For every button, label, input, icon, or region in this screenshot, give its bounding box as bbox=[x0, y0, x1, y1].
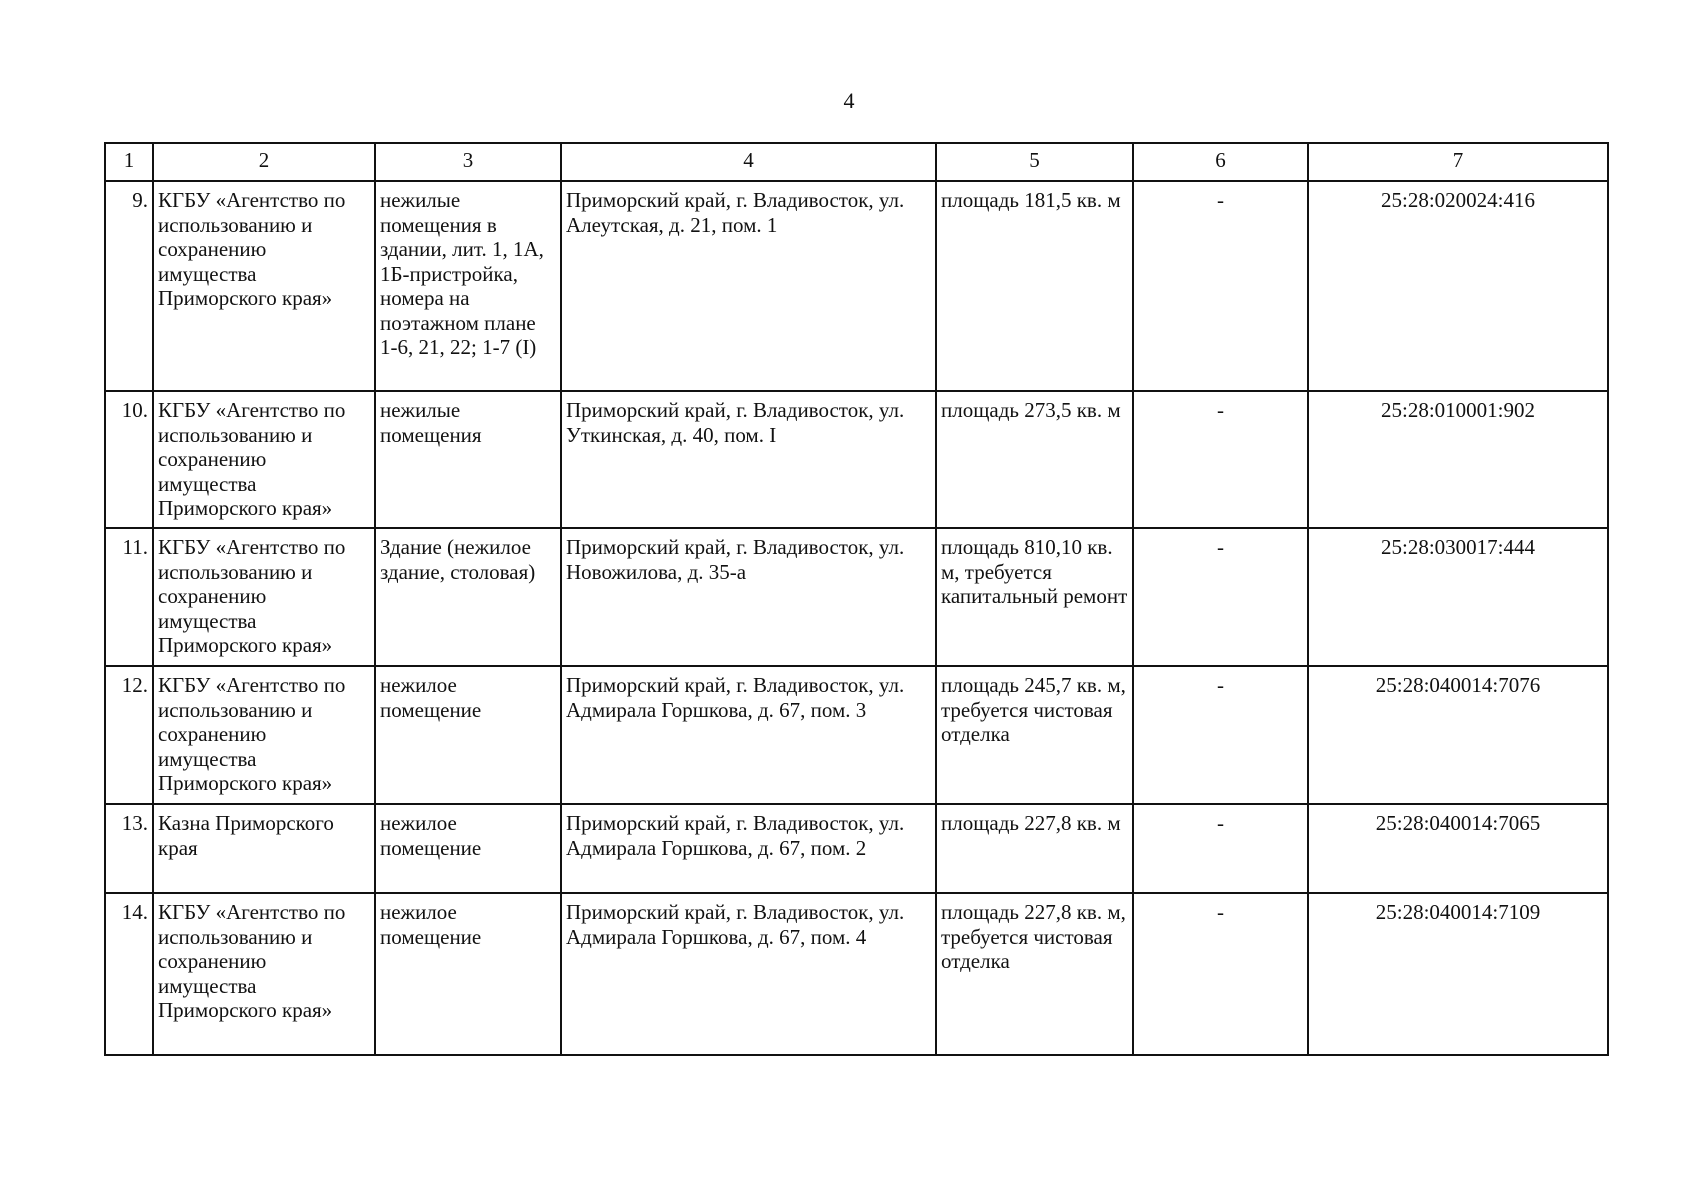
object-cell: нежилое помещение bbox=[375, 893, 561, 1055]
column-6-cell: - bbox=[1133, 181, 1308, 391]
address-cell: Приморский край, г. Владивосток, ул. Адмирала Горшкова, д. 67, пом. 2 bbox=[561, 804, 936, 893]
column-header: 1 bbox=[105, 143, 153, 181]
cadastral-number-cell: 25:28:040014:7109 bbox=[1308, 893, 1608, 1055]
column-header: 3 bbox=[375, 143, 561, 181]
object-cell: нежилые помещения в здании, лит. 1, 1А, 1Б-пристройка, номера на поэтажном плане 1-6, 21, 22; 1-7 (I) bbox=[375, 181, 561, 391]
table-row bbox=[105, 666, 1608, 804]
row-number: 10. bbox=[105, 391, 153, 528]
column-6-cell: - bbox=[1133, 391, 1308, 528]
area-cell: площадь 227,8 кв. м, требуется чистовая отделка bbox=[936, 893, 1133, 1055]
column-header: 5 bbox=[936, 143, 1133, 181]
column-header: 6 bbox=[1133, 143, 1308, 181]
column-header: 4 bbox=[561, 143, 936, 181]
holder-cell: КГБУ «Агентство по использованию и сохранению имущества Приморского края» bbox=[153, 528, 375, 666]
table-row bbox=[105, 181, 1608, 391]
table-header-row bbox=[105, 143, 1608, 181]
cadastral-number-cell: 25:28:040014:7076 bbox=[1308, 666, 1608, 804]
table-row bbox=[105, 391, 1608, 528]
cadastral-number-cell: 25:28:020024:416 bbox=[1308, 181, 1608, 391]
column-header: 7 bbox=[1308, 143, 1608, 181]
area-cell: площадь 810,10 кв. м, требуется капитальный ремонт bbox=[936, 528, 1133, 666]
object-cell: Здание (нежилое здание, столовая) bbox=[375, 528, 561, 666]
row-number: 9. bbox=[105, 181, 153, 391]
area-cell: площадь 245,7 кв. м, требуется чистовая отделка bbox=[936, 666, 1133, 804]
area-cell: площадь 227,8 кв. м bbox=[936, 804, 1133, 893]
holder-cell: КГБУ «Агентство по использованию и сохранению имущества Приморского края» bbox=[153, 391, 375, 528]
area-cell: площадь 181,5 кв. м bbox=[936, 181, 1133, 391]
column-6-cell: - bbox=[1133, 528, 1308, 666]
address-cell: Приморский край, г. Владивосток, ул. Уткинская, д. 40, пом. I bbox=[561, 391, 936, 528]
cadastral-number-cell: 25:28:030017:444 bbox=[1308, 528, 1608, 666]
address-cell: Приморский край, г. Владивосток, ул. Новожилова, д. 35-а bbox=[561, 528, 936, 666]
column-6-cell: - bbox=[1133, 804, 1308, 893]
cadastral-number-cell: 25:28:010001:902 bbox=[1308, 391, 1608, 528]
cadastral-number-cell: 25:28:040014:7065 bbox=[1308, 804, 1608, 893]
holder-cell: Казна Приморского края bbox=[153, 804, 375, 893]
object-cell: нежилые помещения bbox=[375, 391, 561, 528]
row-number: 12. bbox=[105, 666, 153, 804]
row-number: 11. bbox=[105, 528, 153, 666]
row-number: 13. bbox=[105, 804, 153, 893]
page-number: 4 bbox=[843, 88, 855, 113]
property-table bbox=[104, 142, 1609, 1056]
area-cell: площадь 273,5 кв. м bbox=[936, 391, 1133, 528]
table-row bbox=[105, 528, 1608, 666]
row-number: 14. bbox=[105, 893, 153, 1055]
address-cell: Приморский край, г. Владивосток, ул. Адмирала Горшкова, д. 67, пом. 4 bbox=[561, 893, 936, 1055]
table-row bbox=[105, 804, 1608, 893]
column-6-cell: - bbox=[1133, 893, 1308, 1055]
holder-cell: КГБУ «Агентство по использованию и сохранению имущества Приморского края» bbox=[153, 666, 375, 804]
column-header: 2 bbox=[153, 143, 375, 181]
address-cell: Приморский край, г. Владивосток, ул. Алеутская, д. 21, пом. 1 bbox=[561, 181, 936, 391]
object-cell: нежилое помещение bbox=[375, 666, 561, 804]
address-cell: Приморский край, г. Владивосток, ул. Адмирала Горшкова, д. 67, пом. 3 bbox=[561, 666, 936, 804]
holder-cell: КГБУ «Агентство по использованию и сохранению имущества Приморского края» bbox=[153, 893, 375, 1055]
object-cell: нежилое помещение bbox=[375, 804, 561, 893]
column-6-cell: - bbox=[1133, 666, 1308, 804]
table-row bbox=[105, 893, 1608, 1055]
holder-cell: КГБУ «Агентство по использованию и сохранению имущества Приморского края» bbox=[153, 181, 375, 391]
